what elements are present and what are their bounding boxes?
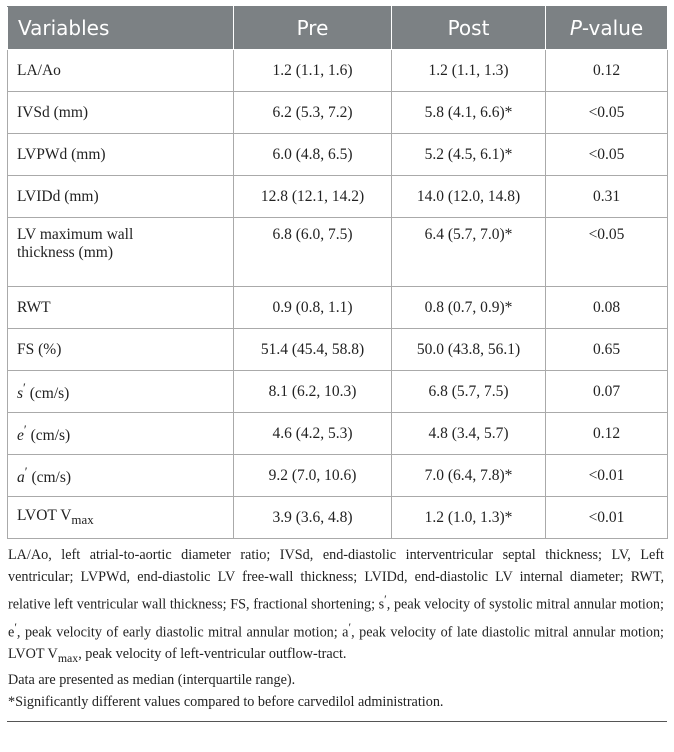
table-row <box>8 92 668 134</box>
header-variables: Variables <box>8 7 234 50</box>
cell-post: 5.2 (4.5, 6.1)* <box>392 134 546 176</box>
prime-mark: ′ <box>24 463 28 479</box>
cell-variable-line1: LV maximum wall <box>17 226 134 243</box>
cell-variable-line2: thickness (mm) <box>17 244 113 261</box>
abbrev-text: , peak velocity of early diastolic mitral annular motion; a <box>16 624 349 641</box>
table-footnotes <box>8 544 664 713</box>
cell-post: 4.8 (3.4, 5.7) <box>392 413 546 455</box>
header-p-rest: -value <box>581 16 644 40</box>
variable-symbol: s <box>17 385 24 403</box>
cell-variable: FS (%) <box>8 329 234 371</box>
cell-variable <box>8 413 234 455</box>
cell-variable <box>8 455 234 497</box>
variable-unit: (cm/s) <box>27 469 72 487</box>
prime-mark: ′ <box>14 619 17 634</box>
cell-pre: 0.9 (0.8, 1.1) <box>234 287 392 329</box>
cell-p: <0.05 <box>546 218 668 287</box>
cell-variable: LA/Ao <box>8 50 234 92</box>
cell-p: 0.65 <box>546 329 668 371</box>
cell-pre: 6.0 (4.8, 6.5) <box>234 134 392 176</box>
cell-variable <box>8 497 234 539</box>
cell-p: 0.12 <box>546 50 668 92</box>
cell-post: 50.0 (43.8, 56.1) <box>392 329 546 371</box>
cell-variable: LVPWd (mm) <box>8 134 234 176</box>
table-row <box>8 497 668 539</box>
variable-unit: (cm/s) <box>25 385 70 403</box>
table-row <box>8 50 668 92</box>
abbrev-text: LA/Ao, left atrial-to-aortic diameter ratio; IVSd, end-diastolic interventricular septal thickness; LV, Left ventricular; LVPWd, end-diastolic LV free-wall thickness; LVIDd, end-diastolic LV internal diameter; RWT, relative left ventricular wall thickness; FS, fractional shortening; s <box>8 547 664 613</box>
cell-post: 6.8 (5.7, 7.5) <box>392 371 546 413</box>
table-header <box>8 7 668 50</box>
cell-post: 6.4 (5.7, 7.0)* <box>392 218 546 287</box>
cell-p: 0.12 <box>546 413 668 455</box>
table-container <box>7 6 667 722</box>
variable-symbol: e <box>17 427 24 445</box>
cell-p: <0.05 <box>546 134 668 176</box>
cell-variable: RWT <box>8 287 234 329</box>
header-post: Post <box>392 7 546 50</box>
abbrev-text: , peak velocity of systolic mitral annular motion; e <box>8 596 664 641</box>
table-row <box>8 371 668 413</box>
cell-p: 0.08 <box>546 287 668 329</box>
cell-post: 0.8 (0.7, 0.9)* <box>392 287 546 329</box>
table-body <box>8 50 668 539</box>
cell-pre: 3.9 (3.6, 4.8) <box>234 497 392 539</box>
prime-mark: ′ <box>348 619 352 634</box>
abbrev-text: , peak velocity of late diastolic mitral annular motion; LVOT V <box>8 624 664 663</box>
table-row <box>8 455 668 497</box>
cell-post: 5.8 (4.1, 6.6)* <box>392 92 546 134</box>
variable-unit: (cm/s) <box>26 427 71 445</box>
header-p-value <box>546 7 668 50</box>
cell-post: 1.2 (1.0, 1.3)* <box>392 497 546 539</box>
prime-mark: ′ <box>23 421 27 437</box>
cell-pre: 8.1 (6.2, 10.3) <box>234 371 392 413</box>
variable-subscript: max <box>71 512 94 528</box>
table-row <box>8 134 668 176</box>
table-row <box>8 329 668 371</box>
cell-variable <box>8 218 234 287</box>
cell-variable: LVIDd (mm) <box>8 176 234 218</box>
cell-p: <0.01 <box>546 497 668 539</box>
cell-variable <box>8 371 234 413</box>
cell-p: <0.01 <box>546 455 668 497</box>
abbrev-subscript: max <box>57 651 79 666</box>
bottom-rule <box>7 721 667 722</box>
table-row <box>8 413 668 455</box>
variable-main: LVOT V <box>17 506 72 524</box>
cell-pre: 12.8 (12.1, 14.2) <box>234 176 392 218</box>
data-table <box>7 6 668 539</box>
table-row <box>8 176 668 218</box>
header-p-italic: P <box>569 16 582 40</box>
cell-p: 0.07 <box>546 371 668 413</box>
cell-pre: 1.2 (1.1, 1.6) <box>234 50 392 92</box>
variable-symbol: a <box>17 469 25 487</box>
cell-pre: 6.8 (6.0, 7.5) <box>234 218 392 287</box>
significance-note: *Significantly different values compared to before carvedilol administration. <box>8 694 444 711</box>
cell-pre: 51.4 (45.4, 58.8) <box>234 329 392 371</box>
cell-pre: 9.2 (7.0, 10.6) <box>234 455 392 497</box>
prime-mark: ′ <box>23 379 26 395</box>
data-presentation-note: Data are presented as median (interquartile range). <box>8 672 296 689</box>
cell-pre: 6.2 (5.3, 7.2) <box>234 92 392 134</box>
abbreviations-note <box>8 544 664 669</box>
prime-mark: ′ <box>384 592 387 606</box>
table-row <box>8 287 668 329</box>
abbrev-text: , peak velocity of left-ventricular outflow-tract. <box>78 646 347 663</box>
cell-pre: 4.6 (4.2, 5.3) <box>234 413 392 455</box>
cell-post: 14.0 (12.0, 14.8) <box>392 176 546 218</box>
header-pre: Pre <box>234 7 392 50</box>
cell-variable: IVSd (mm) <box>8 92 234 134</box>
cell-p: <0.05 <box>546 92 668 134</box>
cell-p: 0.31 <box>546 176 668 218</box>
cell-post: 7.0 (6.4, 7.8)* <box>392 455 546 497</box>
table-row <box>8 218 668 287</box>
cell-post: 1.2 (1.1, 1.3) <box>392 50 546 92</box>
